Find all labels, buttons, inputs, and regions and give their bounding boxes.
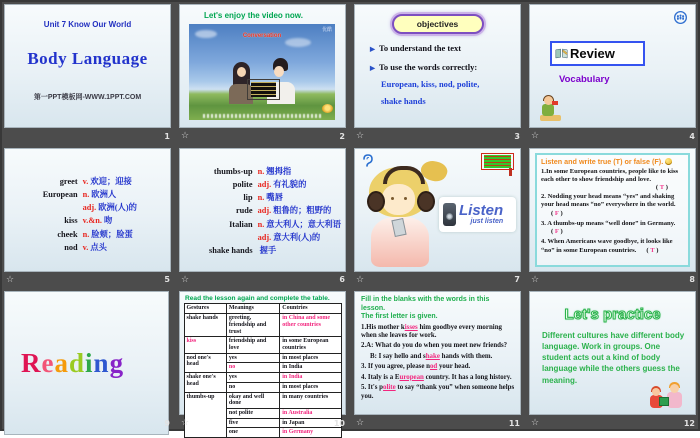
- fill-blanks-content: [355, 292, 520, 401]
- vocab-word: kiss: [64, 216, 78, 226]
- review-label: Review: [570, 46, 615, 61]
- vocab-def: [258, 231, 345, 244]
- slide-3-thumbnail[interactable]: [354, 4, 521, 128]
- slide-meta: [531, 273, 695, 286]
- vocab-row: [180, 165, 345, 178]
- item-answer: hake: [425, 352, 440, 360]
- part-of-speech: adj.: [82, 203, 97, 213]
- slide-cell-5: [0, 144, 175, 288]
- cell-meaning: yes: [226, 373, 279, 383]
- cell-meaning: greeting, friendship and trust: [226, 314, 279, 337]
- vocab-word: thumbs-up: [213, 166, 253, 176]
- vocab-def: [258, 218, 345, 231]
- slide-title: Let's enjoy the video now.: [204, 11, 303, 20]
- rainbow-letter: R: [21, 347, 42, 378]
- rainbow-letter: d: [68, 347, 86, 378]
- vocab-row: [5, 188, 170, 201]
- objective-item: [370, 62, 520, 72]
- chinese-def: 握手: [259, 246, 277, 256]
- vocabulary-label: Vocabulary: [559, 74, 610, 85]
- paren: ): [665, 184, 668, 192]
- chinese-def: 欧洲人: [91, 189, 117, 199]
- chinese-def: 嘴唇: [266, 193, 283, 203]
- boy-flag: [552, 101, 558, 105]
- cloud-shape: [285, 38, 311, 47]
- slide-cell-3: [350, 0, 525, 144]
- chinese-def: 粗鲁的；粗野的: [273, 206, 332, 216]
- review-box: [550, 41, 645, 66]
- vocab-def: [83, 201, 170, 214]
- table-row: [184, 353, 341, 363]
- people-globe-icon: [674, 11, 687, 24]
- slide-cell-1: [0, 0, 175, 144]
- item-answer: uropean: [399, 373, 424, 381]
- transition-star-icon: ☆: [6, 274, 15, 285]
- slide-number: 11: [508, 418, 520, 428]
- objective-item: [370, 43, 520, 53]
- slide-number: 8: [689, 275, 695, 285]
- slide-meta: [356, 417, 520, 430]
- word-list-line: European, kiss, nod, polite,: [381, 79, 480, 89]
- task-title-line: The first letter is given.: [361, 313, 438, 321]
- slide-cell-12: [525, 287, 700, 431]
- table-row: [184, 337, 341, 353]
- vocab-word: lip: [243, 193, 253, 203]
- listen-panel: [439, 197, 516, 232]
- cell-country: in India: [280, 373, 341, 383]
- listen-title: Listen: [459, 202, 504, 220]
- video-thumbnail[interactable]: [189, 24, 335, 120]
- tf-item: [541, 238, 684, 254]
- slide-number: 9: [164, 418, 170, 428]
- blank-item: [370, 353, 515, 361]
- item-text: hands with them.: [439, 352, 493, 360]
- vocab-def: [83, 175, 170, 188]
- cell-meaning: friendship and love: [226, 337, 279, 353]
- blank-item: [361, 324, 515, 341]
- slide-meta: [181, 130, 345, 143]
- kid-body: [667, 392, 682, 408]
- item-text: B: I say hello and s: [370, 352, 426, 360]
- vocab-def: [258, 244, 345, 257]
- footer-credit: 第一PPT模板网-WWW.1PPT.COM: [33, 94, 142, 101]
- part-of-speech: v.: [82, 243, 89, 253]
- chinese-def: 欧洲(人)的: [98, 203, 137, 213]
- slide-6-thumbnail[interactable]: [179, 148, 346, 272]
- slide-11-thumbnail[interactable]: [354, 291, 521, 415]
- cell-meaning: no: [226, 363, 279, 373]
- slide-meta: [531, 130, 695, 143]
- transition-star-icon: ☆: [531, 274, 540, 285]
- boy-body: [542, 104, 554, 116]
- tf-text: 2. Nodding your head means “yes” and shaking your head means “no” everywhere in the world.: [541, 193, 676, 209]
- slide-12-thumbnail[interactable]: [529, 291, 696, 415]
- vocab-word: polite: [232, 179, 253, 189]
- blank-item: [361, 363, 515, 371]
- part-of-speech: adj.: [257, 233, 272, 243]
- rainbow-letter: g: [109, 347, 125, 378]
- slide-cell-11: [350, 287, 525, 431]
- table-row: [184, 304, 341, 314]
- vocab-row: [5, 214, 170, 227]
- cell-country: in some European countries: [280, 337, 341, 353]
- transition-star-icon: ☆: [356, 418, 365, 429]
- tf-item: [541, 193, 684, 218]
- cell-country: in India: [280, 363, 341, 373]
- girl-face: [382, 184, 415, 215]
- tf-answer: [646, 247, 658, 254]
- part-of-speech: n.: [257, 219, 265, 229]
- paren: (: [655, 184, 659, 192]
- item-text: 5. It's p: [361, 384, 384, 392]
- task-title-text: Listen and write true (T) or false (F).: [541, 156, 664, 166]
- vocab-word: Italian: [229, 219, 253, 229]
- transition-star-icon: ☆: [181, 274, 190, 285]
- item-text: him goodbye every morning when she leaves for work.: [361, 323, 502, 339]
- chinese-def: 吻: [103, 216, 113, 226]
- item-answer: od: [429, 363, 438, 371]
- tf-letter: F: [554, 209, 559, 217]
- part-of-speech: n.: [257, 166, 265, 176]
- slide-meta: [181, 273, 345, 286]
- vocab-word: [180, 231, 258, 244]
- slide-cell-8: [525, 144, 700, 288]
- item-answer: isses: [404, 323, 418, 331]
- tf-letter: T: [650, 246, 655, 254]
- cell-meaning: five: [226, 418, 279, 428]
- slide-number: 1: [164, 131, 170, 141]
- vocab-list: [5, 149, 170, 255]
- cell-gesture: shake one's head: [184, 373, 226, 392]
- part-of-speech: n.: [82, 189, 90, 199]
- slide-number: 4: [689, 131, 695, 141]
- girl-eye: [404, 197, 407, 200]
- vocab-word: nod: [64, 243, 78, 253]
- transition-star-icon: ☆: [356, 274, 365, 285]
- cell-country: in most places: [280, 382, 341, 392]
- girl-eye: [391, 197, 394, 200]
- cell-country: in most places: [280, 353, 341, 363]
- tf-text: 1.In some European countries, people like to kiss each other to show friendship and love.: [541, 167, 679, 183]
- cell-meaning: okay and well done: [226, 392, 279, 408]
- vocab-def: [83, 241, 170, 254]
- paren: ): [560, 228, 563, 236]
- cell-meaning: one: [226, 428, 279, 438]
- objective-text: To understand the text: [379, 43, 462, 53]
- part-of-speech: n.: [257, 193, 265, 203]
- cell-country: in China and some other countries: [280, 314, 341, 337]
- listening-task-box: [535, 153, 690, 267]
- tf-letter: T: [659, 184, 665, 192]
- blank-item: [361, 374, 515, 382]
- part-of-speech: adj.: [257, 206, 272, 216]
- transition-star-icon: ☆: [531, 418, 540, 429]
- transition-star-icon: ☆: [181, 418, 190, 429]
- slide-2-thumbnail[interactable]: [179, 4, 346, 128]
- transition-star-icon: ☆: [531, 131, 540, 142]
- slide-number: 2: [339, 131, 345, 141]
- transition-star-icon: ☆: [356, 131, 365, 142]
- chinese-def: 意大利(人)的: [273, 233, 321, 243]
- vocab-def: [83, 214, 170, 227]
- blank-item: [361, 384, 515, 401]
- table-row: [184, 373, 341, 383]
- vocab-row: [5, 228, 170, 241]
- kid-book: [659, 397, 669, 406]
- slide-meta: [6, 130, 170, 143]
- speaker-icon: [443, 203, 456, 226]
- vocab-def: [258, 204, 345, 217]
- tf-text: 4. When Americans wave goodbye, it looks like “no” in some European countries.: [541, 238, 673, 254]
- slide-meta: [356, 130, 520, 143]
- rainbow-letter: e: [41, 347, 55, 378]
- cell-gesture: thumbs-up: [184, 392, 226, 438]
- vocab-word: rude: [235, 206, 253, 216]
- cell-country: in many countries: [280, 392, 341, 408]
- cell-country: in Germany: [280, 428, 341, 438]
- vocab-def: [258, 165, 345, 178]
- table-task-title: Read the lesson again and complete the table.: [185, 295, 330, 303]
- table-row: [184, 392, 341, 408]
- slide-title: Body Language: [27, 49, 148, 68]
- slide-meta: [6, 273, 170, 286]
- slide-number: 12: [683, 418, 695, 428]
- task-title: [541, 157, 684, 166]
- col-header: Countries: [280, 304, 341, 314]
- headphone-cup: [367, 191, 385, 212]
- col-header: Meanings: [226, 304, 279, 314]
- slide-cell-6: [175, 144, 350, 288]
- vocab-row: [5, 241, 170, 254]
- slide-1-thumbnail[interactable]: [4, 4, 171, 128]
- vocab-word: European: [42, 189, 78, 199]
- vocab-row: [180, 244, 345, 257]
- slide-8-thumbnail[interactable]: [529, 148, 696, 272]
- vocab-row: [5, 201, 170, 214]
- table-row: [184, 314, 341, 337]
- item-text: your head.: [437, 363, 471, 371]
- item-text: 2.A: What do you do when you meet new friends?: [361, 342, 508, 350]
- slide-meta: [531, 417, 695, 430]
- cell-gesture: nod one's head: [184, 353, 226, 372]
- rainbow-letter: a: [54, 347, 69, 378]
- vocab-word: [5, 201, 83, 214]
- part-of-speech: adj.: [257, 179, 272, 189]
- item-text: to say “thank you” when someone helps you.: [361, 384, 515, 400]
- slide-cell-9: [0, 287, 175, 431]
- part-of-speech: v.: [82, 176, 89, 186]
- listen-subtitle: just listen: [470, 218, 504, 226]
- chinese-def: 点头: [90, 243, 107, 253]
- vocab-word: greet: [59, 176, 78, 186]
- practice-title: Let's practice: [564, 306, 661, 324]
- chinese-def: 脸颊；脸蛋: [91, 229, 133, 239]
- video-watermark: 优酷: [321, 27, 332, 33]
- task-title-line: Fill in the blanks with the words in this lesson.: [361, 296, 490, 312]
- listen-text-group: [459, 203, 503, 225]
- slide-number: 7: [514, 275, 520, 285]
- vocab-def: [258, 178, 345, 191]
- vocab-row: [180, 218, 345, 231]
- cell-country: in Japan: [280, 418, 341, 428]
- rainbow-letter: n: [93, 347, 110, 378]
- vocab-row: [180, 178, 345, 191]
- man-face: [274, 66, 284, 77]
- item-text: 1.His mother k: [361, 323, 405, 331]
- book-icon: [555, 48, 568, 59]
- vocab-word: shake hands: [209, 246, 253, 256]
- tf-text: 3. A thumbs-up means “well done” in Germany.: [541, 219, 676, 227]
- vocab-def: [258, 191, 345, 204]
- paren: (: [551, 209, 554, 217]
- vocab-word: cheek: [57, 229, 78, 239]
- slide-number: 5: [164, 275, 170, 285]
- tf-answer: [551, 210, 563, 217]
- objectives-banner: objectives: [392, 14, 484, 34]
- tf-answer: [541, 184, 684, 191]
- video-subtitle-strip: [203, 114, 321, 118]
- video-caption: Conversation: [242, 33, 282, 39]
- vocab-row: [180, 204, 345, 217]
- cell-gesture: shake hands: [184, 314, 226, 337]
- item-text: 4. Italy is a E: [361, 373, 400, 381]
- cell-gesture: kiss: [184, 337, 226, 353]
- slide-9-thumbnail[interactable]: [4, 291, 169, 435]
- slide-7-thumbnail[interactable]: [354, 148, 521, 272]
- slide-cell-7: [350, 144, 525, 288]
- video-sign-board: [247, 79, 280, 100]
- part-of-speech: n.: [82, 229, 90, 239]
- children-illustration: [650, 382, 686, 409]
- item-text: country. It has a long history.: [423, 373, 512, 381]
- bullet-arrow-icon: ▶: [370, 45, 375, 53]
- slide-4-thumbnail[interactable]: [529, 4, 696, 128]
- slide-number: 10: [333, 418, 345, 428]
- slide-5-thumbnail[interactable]: [4, 148, 171, 272]
- headphone-cup: [417, 191, 435, 212]
- paren: (: [646, 246, 649, 254]
- tf-answer: [551, 228, 563, 235]
- slide-cell-2: [175, 0, 350, 144]
- cell-meaning: not polite: [226, 409, 279, 419]
- paren: (: [551, 228, 554, 236]
- tf-item: [541, 168, 684, 184]
- part-of-speech: v.&n.: [82, 216, 102, 226]
- slide-number: 3: [514, 131, 520, 141]
- word-list-line: shake hands: [381, 96, 426, 106]
- chinese-def: 翘拇指: [266, 166, 292, 176]
- vocab-def: [83, 228, 170, 241]
- cell-country: in Australia: [280, 409, 341, 419]
- video-logo-icon: [322, 104, 333, 113]
- col-header: Gestures: [184, 304, 226, 314]
- smiley-icon: [665, 158, 672, 165]
- item-answer: olite: [383, 384, 396, 392]
- paren: ): [656, 246, 659, 254]
- transition-star-icon: ☆: [181, 131, 190, 142]
- bullet-arrow-icon: ▶: [370, 64, 375, 72]
- slide-meta: [6, 417, 170, 430]
- vocab-list: [180, 149, 345, 258]
- rainbow-letter: i: [85, 347, 94, 378]
- practice-instructions: Different cultures have different body language. Work in groups. One student acts out a kind of body language while the others guess the meaning.: [542, 331, 685, 385]
- blank-item: [361, 342, 515, 350]
- vocab-row: [5, 175, 170, 188]
- slide-cell-10: [175, 287, 350, 436]
- chinese-def: 有礼貌的: [273, 179, 307, 189]
- chinese-def: 意大利人；意大利语: [266, 219, 341, 229]
- slide-meta: [356, 273, 520, 286]
- cartoon-boy-illustration: [538, 96, 564, 122]
- objective-text: To use the words correctly:: [379, 62, 478, 72]
- slide-cell-4: [525, 0, 700, 144]
- slide-meta: [181, 417, 345, 430]
- chinese-def: 欢迎；迎接: [90, 176, 132, 186]
- cell-meaning: yes: [226, 353, 279, 363]
- paren: ): [560, 209, 563, 217]
- unit-heading: Unit 7 Know Our World: [43, 20, 132, 29]
- woman-face: [237, 67, 246, 77]
- tf-item: [541, 220, 684, 236]
- slide-number: 6: [339, 275, 345, 285]
- vocab-def: [83, 188, 170, 201]
- tf-letter: F: [554, 228, 559, 236]
- vocab-row: [180, 191, 345, 204]
- item-text: 3. If you agree, please n: [361, 363, 430, 371]
- corner-badge: [481, 153, 514, 170]
- vocab-row: [180, 231, 345, 244]
- cell-meaning: no: [226, 382, 279, 392]
